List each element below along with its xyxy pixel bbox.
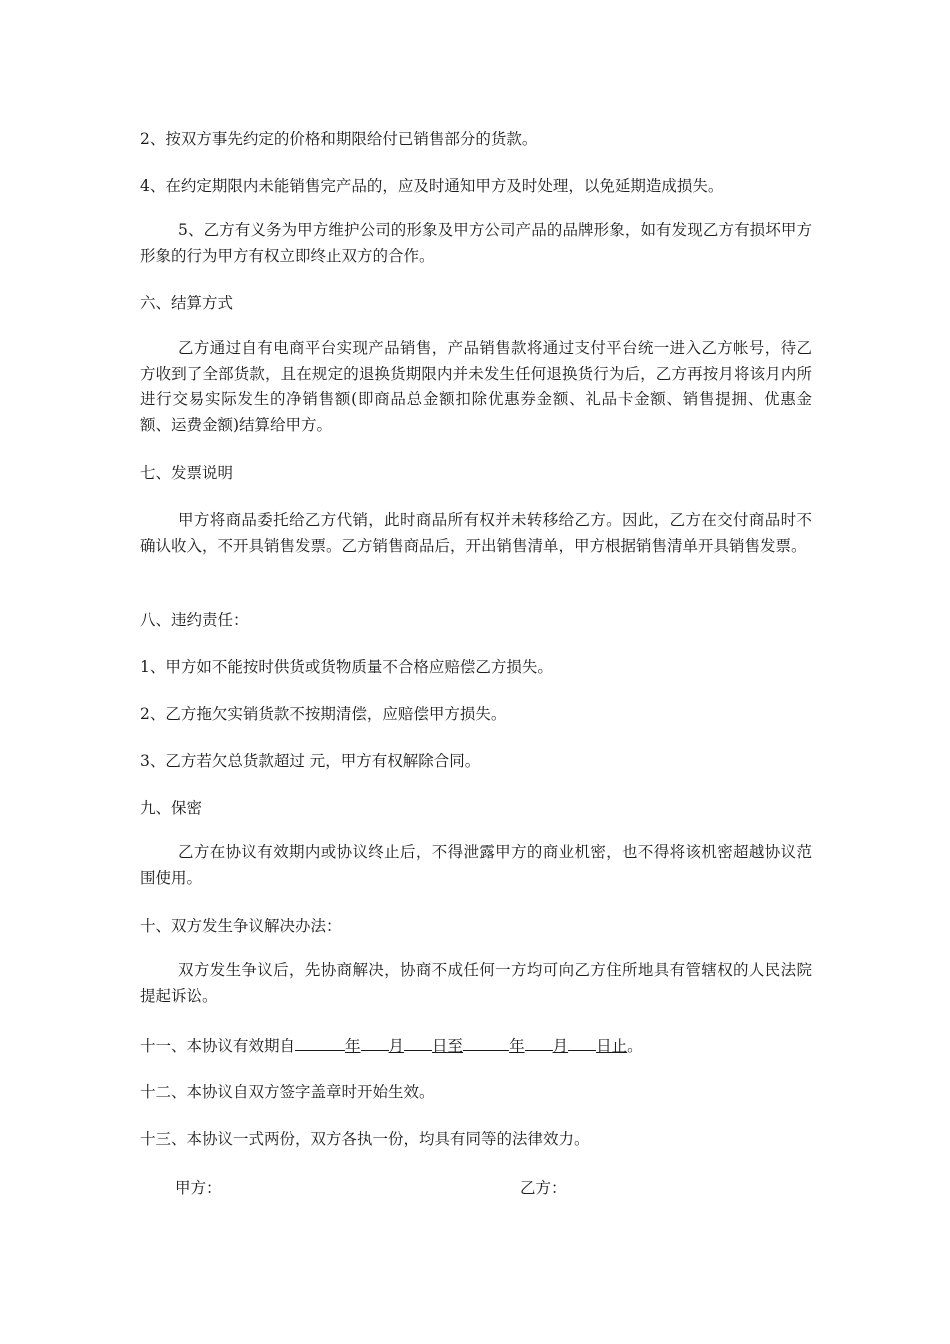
blank-end-month <box>525 1033 553 1051</box>
start-day-unit: 日至 <box>432 1037 464 1055</box>
section-8-item-3: 3、乙方若欠总货款超过 元，甲方有权解除合同。 <box>140 752 481 770</box>
section-8-heading: 八、违约责任： <box>140 611 249 629</box>
party-b-signature-label: 乙方： <box>520 1179 567 1197</box>
clause-2-payment: 2、按双方事先约定的价格和期限给付已销售部分的货款。 <box>140 130 538 148</box>
section-6-body: 乙方通过自有电商平台实现产品销售，产品销售款将通过支付平台统一进入乙方帐号，待乙方收到了全部货款，且在规定的退换货期限内并未发生任何退换货行为后，乙方再按月将该月内所进行交易实际发生的净销售额(即商品总金额扣除优惠券金额、礼品卡金额、销售提拥、优惠金额、运费金额)结算给甲方。 <box>140 339 812 434</box>
section-7-body: 甲方将商品委托给乙方代销，此时商品所有权并未转移给乙方。因此，乙方在交付商品时不确认收入，不开具销售发票。乙方销售商品后，开出销售清单，甲方根据销售清单开具销售发票。 <box>140 511 812 555</box>
section-10-heading: 十、双方发生争议解决办法： <box>140 917 342 935</box>
section-7-heading: 七、发票说明 <box>140 464 234 482</box>
clause-5-brand-image: 5、乙方有义务为甲方维护公司的形象及甲方公司产品的品牌形象，如有发现乙方有损坏甲方形象的行为甲方有权立即终止双方的合作。 <box>140 221 812 265</box>
end-day-unit: 日止 <box>596 1037 628 1055</box>
section-8-item-1: 1、甲方如不能按时供货或货物质量不合格应赔偿乙方损失。 <box>140 658 553 676</box>
section-9-heading: 九、保密 <box>140 799 203 817</box>
start-year-unit: 年 <box>345 1037 361 1055</box>
section-6-heading: 六、结算方式 <box>140 294 234 312</box>
section-12: 十二、本协议自双方签字盖章时开始生效。 <box>140 1083 435 1101</box>
party-a-signature-label: 甲方： <box>175 1179 222 1197</box>
blank-start-day <box>404 1033 432 1051</box>
start-month-unit: 月 <box>388 1037 405 1055</box>
end-year-unit: 年 <box>509 1037 525 1055</box>
blank-start-year <box>295 1033 345 1051</box>
end-month-unit: 月 <box>552 1037 569 1055</box>
section-13: 十三、本协议一式两份，双方各执一份，均具有同等的法律效力。 <box>140 1130 590 1148</box>
blank-end-year <box>463 1033 509 1051</box>
clause-4-unsold: 4、在约定期限内未能销售完产品的，应及时通知甲方及时处理，以免延期造成损失。 <box>140 177 724 195</box>
section-10-body: 双方发生争议后，先协商解决，协商不成任何一方均可向乙方住所地具有管辖权的人民法院提起诉讼。 <box>140 961 812 1005</box>
validity-end-punct: 。 <box>627 1037 643 1055</box>
section-11-validity <box>140 1033 812 1056</box>
validity-prefix: 十一、本协议有效期自 <box>140 1037 296 1055</box>
section-8-item-2: 2、乙方拖欠实销货款不按期清偿，应赔偿甲方损失。 <box>140 705 507 723</box>
section-9-body: 乙方在协议有效期内或协议终止后，不得泄露甲方的商业机密，也不得将该机密超越协议范围使用。 <box>140 843 812 887</box>
blank-end-day <box>568 1033 596 1051</box>
blank-start-month <box>361 1033 389 1051</box>
